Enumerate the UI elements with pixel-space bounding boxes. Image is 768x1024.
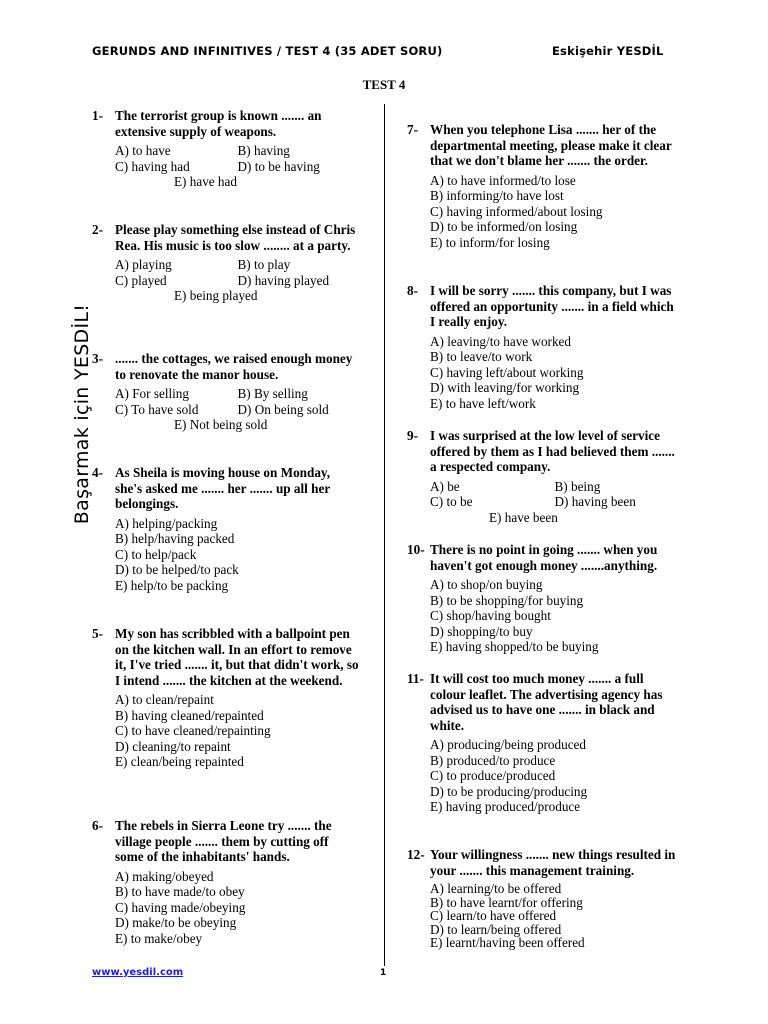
option-a[interactable]: A) be	[430, 478, 460, 494]
option-c[interactable]: C) learn/to have offered	[430, 908, 557, 923]
option-a[interactable]: A) learning/to be offered	[430, 881, 562, 896]
option-d[interactable]: D) with leaving/for working	[430, 380, 580, 395]
option-b[interactable]: B) to have learnt/for offering	[430, 894, 583, 910]
option-a[interactable]: A) helping/packing	[115, 515, 218, 531]
option-e[interactable]: E) learnt/having been offered	[430, 935, 585, 950]
question-stem: I will be sorry ....... this company, but I was offered an opportunity ....... in a field which I really enjoy.	[430, 283, 674, 329]
question-stem: I was surprised at the low level of service offered by them as I had believed them ....... a respected company.	[430, 428, 675, 474]
option-d[interactable]: D) to be producing/producing	[430, 783, 588, 799]
option-e[interactable]: E) have been	[489, 509, 558, 525]
question-stem: There is no point in going ....... when you haven't got enough money .......anything.	[430, 542, 658, 573]
option-e[interactable]: E) have had	[174, 174, 237, 189]
option-b[interactable]: B) being	[554, 478, 601, 494]
option-a[interactable]: A) to have	[115, 143, 171, 158]
question-stem: As Sheila is moving house on Monday, she's asked me ....... her ....... up all her belongings.	[115, 465, 331, 511]
option-b[interactable]: B) to be shopping/for buying	[430, 592, 584, 608]
question-5	[92, 626, 360, 770]
question-10	[407, 542, 679, 655]
option-e[interactable]: E) to make/obey	[115, 930, 203, 946]
question-stem: Your willingness ....... new things resulted in your ....... this management training.	[430, 847, 676, 878]
option-d[interactable]: D) to be informed/on losing	[430, 219, 578, 234]
question-number: 1-	[92, 108, 103, 123]
option-e[interactable]: E) help/to be packing	[115, 577, 229, 593]
question-6	[92, 818, 360, 946]
question-8	[407, 283, 679, 411]
question-number: 11-	[407, 671, 424, 686]
question-number: 7-	[407, 122, 418, 137]
option-d[interactable]: D) having been	[554, 494, 636, 509]
option-e[interactable]: E) having shopped/to be buying	[430, 639, 599, 654]
option-d[interactable]: D) cleaning/to repaint	[115, 738, 231, 754]
question-7	[407, 122, 679, 250]
question-4	[92, 465, 360, 593]
option-b[interactable]: B) to leave/to work	[430, 349, 533, 364]
option-b[interactable]: B) informing/to have lost	[430, 188, 564, 203]
option-a[interactable]: A) making/obeyed	[115, 868, 214, 884]
question-stem: Please play something else instead of Chris Rea. His music is too slow ........ at a party.	[115, 222, 356, 253]
side-slogan: Başarmak için YESDİL!	[71, 303, 93, 525]
option-b[interactable]: B) produced/to produce	[430, 752, 556, 768]
header-title: GERUNDS AND INFINITIVES / TEST 4 (35 ADET SORU)	[92, 44, 443, 58]
option-c[interactable]: C) having left/about working	[430, 364, 584, 380]
option-b[interactable]: B) By selling	[237, 386, 308, 401]
question-number: 10-	[407, 542, 425, 557]
option-e[interactable]: E) to inform/for losing	[430, 234, 550, 250]
question-number: 4-	[92, 465, 103, 480]
option-a[interactable]: A) For selling	[115, 386, 189, 401]
question-number: 8-	[407, 283, 418, 298]
question-stem: It will cost too much money ....... a full colour leaflet. The advertising agency has advised us to have one ....... in black and white.	[430, 671, 663, 733]
option-a[interactable]: A) playing	[115, 257, 172, 272]
option-c[interactable]: C) played	[115, 272, 167, 288]
question-stem: When you telephone Lisa ....... her of the departmental meeting, please make it clear that we don't blame her ....... the order.	[430, 122, 672, 168]
option-c[interactable]: C) shop/having bought	[430, 608, 551, 623]
option-d[interactable]: D) make/to be obeying	[115, 915, 237, 930]
option-e[interactable]: E) having produced/produce	[430, 799, 581, 814]
option-d[interactable]: D) to be helped/to pack	[115, 562, 239, 577]
question-number: 12-	[407, 847, 425, 862]
option-b[interactable]: B) help/having packed	[115, 531, 235, 546]
option-c[interactable]: C) To have sold	[115, 401, 199, 417]
question-number: 6-	[92, 818, 103, 833]
option-a[interactable]: A) producing/being produced	[430, 737, 587, 752]
option-e[interactable]: E) clean/being repainted	[115, 754, 244, 769]
question-stem: ....... the cottages, we raised enough money to renovate the manor house.	[115, 351, 353, 382]
option-e[interactable]: E) being played	[174, 288, 258, 303]
option-c[interactable]: C) having informed/about losing	[430, 203, 603, 219]
question-number: 5-	[92, 626, 103, 641]
question-2	[92, 222, 360, 304]
option-a[interactable]: A) to have informed/to lose	[430, 172, 576, 188]
option-c[interactable]: C) to help/pack	[115, 546, 197, 562]
footer-website-link[interactable]: www.yesdil.com	[92, 967, 184, 978]
option-b[interactable]: B) to have made/to obey	[115, 884, 245, 899]
option-d[interactable]: D) having played	[237, 272, 330, 288]
question-12	[407, 847, 679, 950]
question-3	[92, 351, 360, 433]
header-publisher: Eskişehir YESDİL	[552, 44, 664, 58]
question-1	[92, 108, 360, 190]
question-number: 2-	[92, 222, 103, 237]
option-c[interactable]: C) having made/obeying	[115, 899, 246, 915]
question-11	[407, 671, 679, 815]
option-a[interactable]: A) to shop/on buying	[430, 577, 543, 592]
option-c[interactable]: C) having had	[115, 158, 190, 174]
option-e[interactable]: E) Not being sold	[174, 417, 268, 432]
option-b[interactable]: B) having	[237, 143, 290, 158]
option-e[interactable]: E) to have left/work	[430, 395, 536, 411]
option-b[interactable]: B) to play	[237, 257, 291, 272]
option-d[interactable]: D) On being sold	[237, 401, 329, 417]
test-title: TEST 4	[362, 77, 406, 92]
question-number: 9-	[407, 428, 418, 443]
option-c[interactable]: C) to be	[430, 494, 473, 509]
option-d[interactable]: D) shopping/to buy	[430, 623, 533, 639]
column-divider	[384, 104, 385, 966]
option-c[interactable]: C) to have cleaned/repainting	[115, 723, 271, 738]
question-stem: The rebels in Sierra Leone try ....... the village people ....... them by cutting off some of the inhabitants' hands.	[115, 818, 332, 864]
option-a[interactable]: A) leaving/to have worked	[430, 333, 571, 349]
option-d[interactable]: D) to learn/being offered	[430, 921, 562, 937]
question-stem: The terrorist group is known ....... an extensive supply of weapons.	[115, 108, 322, 139]
option-a[interactable]: A) to clean/repaint	[115, 692, 214, 707]
question-stem: My son has scribbled with a ballpoint pen on the kitchen wall. In an effort to remove it, I've tried ....... it, but that didn't work, so I intend ....... the kitchen at the weekend.	[115, 626, 359, 688]
option-c[interactable]: C) to produce/produced	[430, 768, 556, 783]
page-number: 1	[380, 968, 387, 978]
question-number: 3-	[92, 351, 103, 366]
option-b[interactable]: B) having cleaned/repainted	[115, 707, 264, 723]
question-9	[407, 428, 679, 525]
option-d[interactable]: D) to be having	[237, 158, 320, 174]
